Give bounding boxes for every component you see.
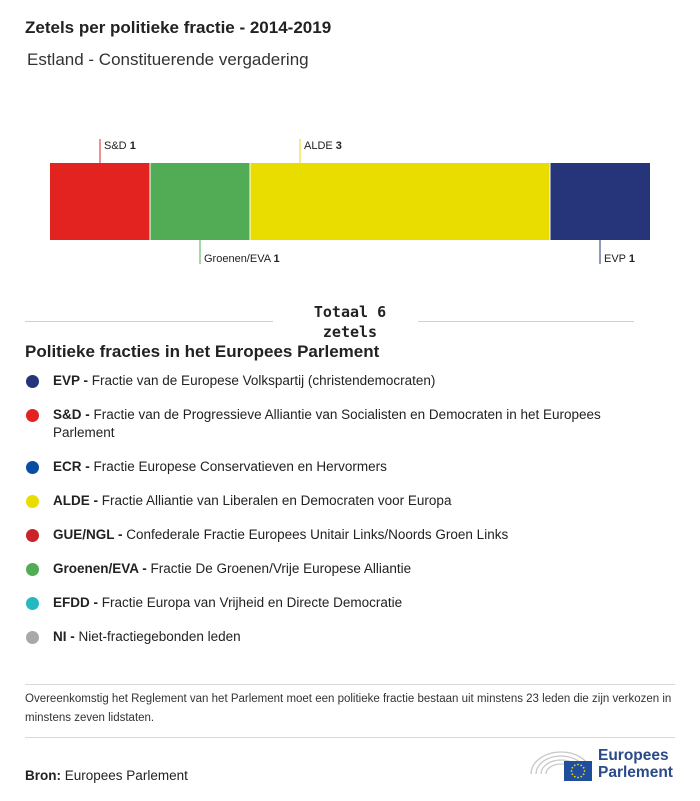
legend-description: Fractie Europa van Vrijheid en Directe Democratie [98,595,403,610]
party-legend [25,372,625,646]
bar-segment-evp [550,163,650,240]
legend-swatch [26,529,39,542]
data-label-value: 3 [335,140,342,152]
legend-swatch [26,409,39,422]
seat-bar-chart [0,0,700,300]
data-label-alde [304,140,342,152]
flag-star [571,767,573,769]
flag-star [583,773,585,775]
data-label-evp [604,253,635,265]
legend-item-ni [25,628,625,646]
divider [25,684,675,685]
legend-description: Fractie Europese Conservatieven en Hervormers [89,459,387,474]
legend-abbr: GUE/NGL - [53,527,123,542]
source-value: Europees Parlement [64,768,188,783]
data-label-name: S&D [104,140,130,152]
legend-abbr: Groenen/EVA - [53,561,147,576]
hemicycle-icon [528,744,598,786]
source-label: Bron: [25,768,61,783]
source [25,768,188,783]
footnote: Overeenkomstig het Reglement van het Parlement moet een politieke fractie bestaan uit minstens 23 leden die zijn verkozen in minstens zeven lidstaten. [25,693,672,724]
flag-star [584,770,586,772]
flag-star [577,764,579,766]
total-divider-right [418,321,634,322]
legend-abbr: ALDE - [53,493,98,508]
data-label-value: 1 [273,253,280,265]
legend-abbr: EVP - [53,373,89,388]
total-seats-label [290,302,410,342]
flag-star [574,764,576,766]
legend-item-gue-ngl [25,526,625,544]
total-seats-line2: zetels [322,323,378,341]
legend-description: Fractie Alliantie van Liberalen en Democraten voor Europa [98,493,452,508]
legend-description: Fractie De Groenen/Vrije Europese Alliantie [146,561,412,576]
divider [25,737,675,738]
legend-item-ecr [25,458,625,476]
legend-swatch [26,495,39,508]
legend-item-efdd [25,594,625,612]
legend-item-alde [25,492,625,510]
flag-star [583,767,585,769]
legend-abbr: EFDD - [53,595,98,610]
legend-description: Fractie van de Progressieve Alliantie van Socialisten en Democraten in het Europees Parlement [53,407,601,440]
legend-swatch [26,631,39,644]
legend-description: Niet-fractiegebonden leden [74,629,241,644]
legend-title: Politieke fracties in het Europees Parlement [25,342,380,361]
legend-item-s-d [25,406,625,442]
legend-swatch [26,375,39,388]
data-label-name: Groenen/EVA [204,253,274,265]
logo-line1: Europees [598,747,669,764]
legend-swatch [26,461,39,474]
legend-description: Fractie van de Europese Volkspartij (christendemocraten) [88,373,436,388]
legend-swatch [26,563,39,576]
data-label-value: 1 [628,253,635,265]
chart-subtitle: Estland - Constituerende vergadering [27,50,309,69]
flag-star [577,777,579,779]
legend-abbr: NI - [53,629,75,644]
flag-star [580,764,582,766]
total-divider-left [25,321,273,322]
chart-title: Zetels per politieke fractie - 2014-2019 [25,18,332,37]
bar-segment-alde [250,163,550,240]
data-label-groenen-eva [204,253,280,265]
flag-star [580,776,582,778]
bar-segment-s-d [50,163,150,240]
legend-description: Confederale Fractie Europees Unitair Links/Noords Groen Links [122,527,509,542]
data-label-name: EVP [604,253,629,265]
european-parliament-logo [528,744,678,786]
flag-star [571,770,573,772]
legend-abbr: S&D - [53,407,90,422]
legend-item-groenen-eva [25,560,625,578]
legend-item-evp [25,372,625,390]
total-seats-line1: Totaal 6 [313,303,387,321]
flag-star [571,773,573,775]
data-label-name: ALDE [304,140,336,152]
bar-segment-groenen-eva [150,163,250,240]
flag-star [574,776,576,778]
logo-text [598,747,673,781]
data-label-value: 1 [129,140,136,152]
logo-line2: Parlement [598,764,673,781]
legend-abbr: ECR - [53,459,90,474]
legend-swatch [26,597,39,610]
data-label-s-d [104,140,136,152]
